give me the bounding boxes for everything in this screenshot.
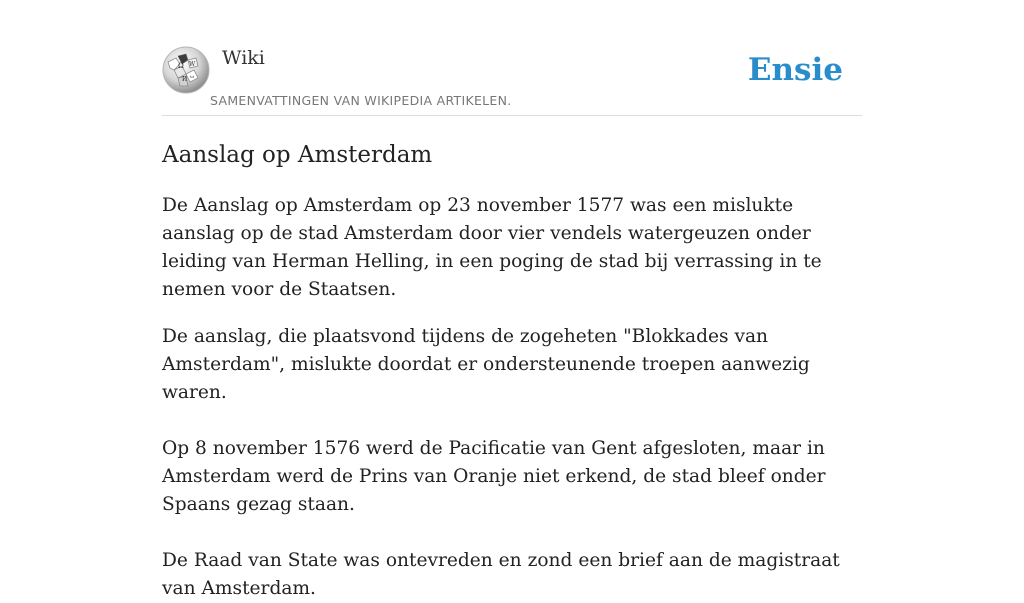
wikipedia-globe-icon[interactable] [162, 46, 210, 94]
article-paragraph: De aanslag, die plaatsvond tijdens de zogeheten "Blokkades van Amsterdam", mislukte doordat er ondersteunende troepen aanwezig waren. [162, 326, 810, 403]
brand-link[interactable]: Ensie [747, 52, 843, 88]
header-divider [162, 115, 862, 116]
svg-text:Ω: Ω [178, 62, 184, 70]
article-paragraph: De Raad van State was ontevreden en zond een brief aan de magistraat van Amsterdam. [162, 550, 840, 599]
svg-text:ω: ω [190, 74, 195, 80]
site-tagline: SAMENVATTINGEN VAN WIKIPEDIA ARTIKELEN. [210, 93, 512, 108]
article-paragraph: De Aanslag op Amsterdam op 23 november 1577 was een mislukte aanslag op de stad Amsterdam door vier vendels watergeuzen onder leiding van Herman Helling, in een poging de stad bij verrassing in te nemen voor de Staatsen. [162, 195, 822, 300]
article-paragraph: Op 8 november 1576 werd de Pacificatie van Gent afgesloten, maar in Amsterdam werd de Prins van Oranje niet erkend, de stad bleef onder Spaans gezag staan. [162, 438, 826, 515]
article-body [162, 192, 864, 603]
svg-text:W: W [189, 61, 196, 68]
site-name[interactable]: Wiki [222, 47, 265, 69]
page-title: Aanslag op Amsterdam [162, 142, 433, 168]
svg-text:И: И [182, 76, 188, 83]
